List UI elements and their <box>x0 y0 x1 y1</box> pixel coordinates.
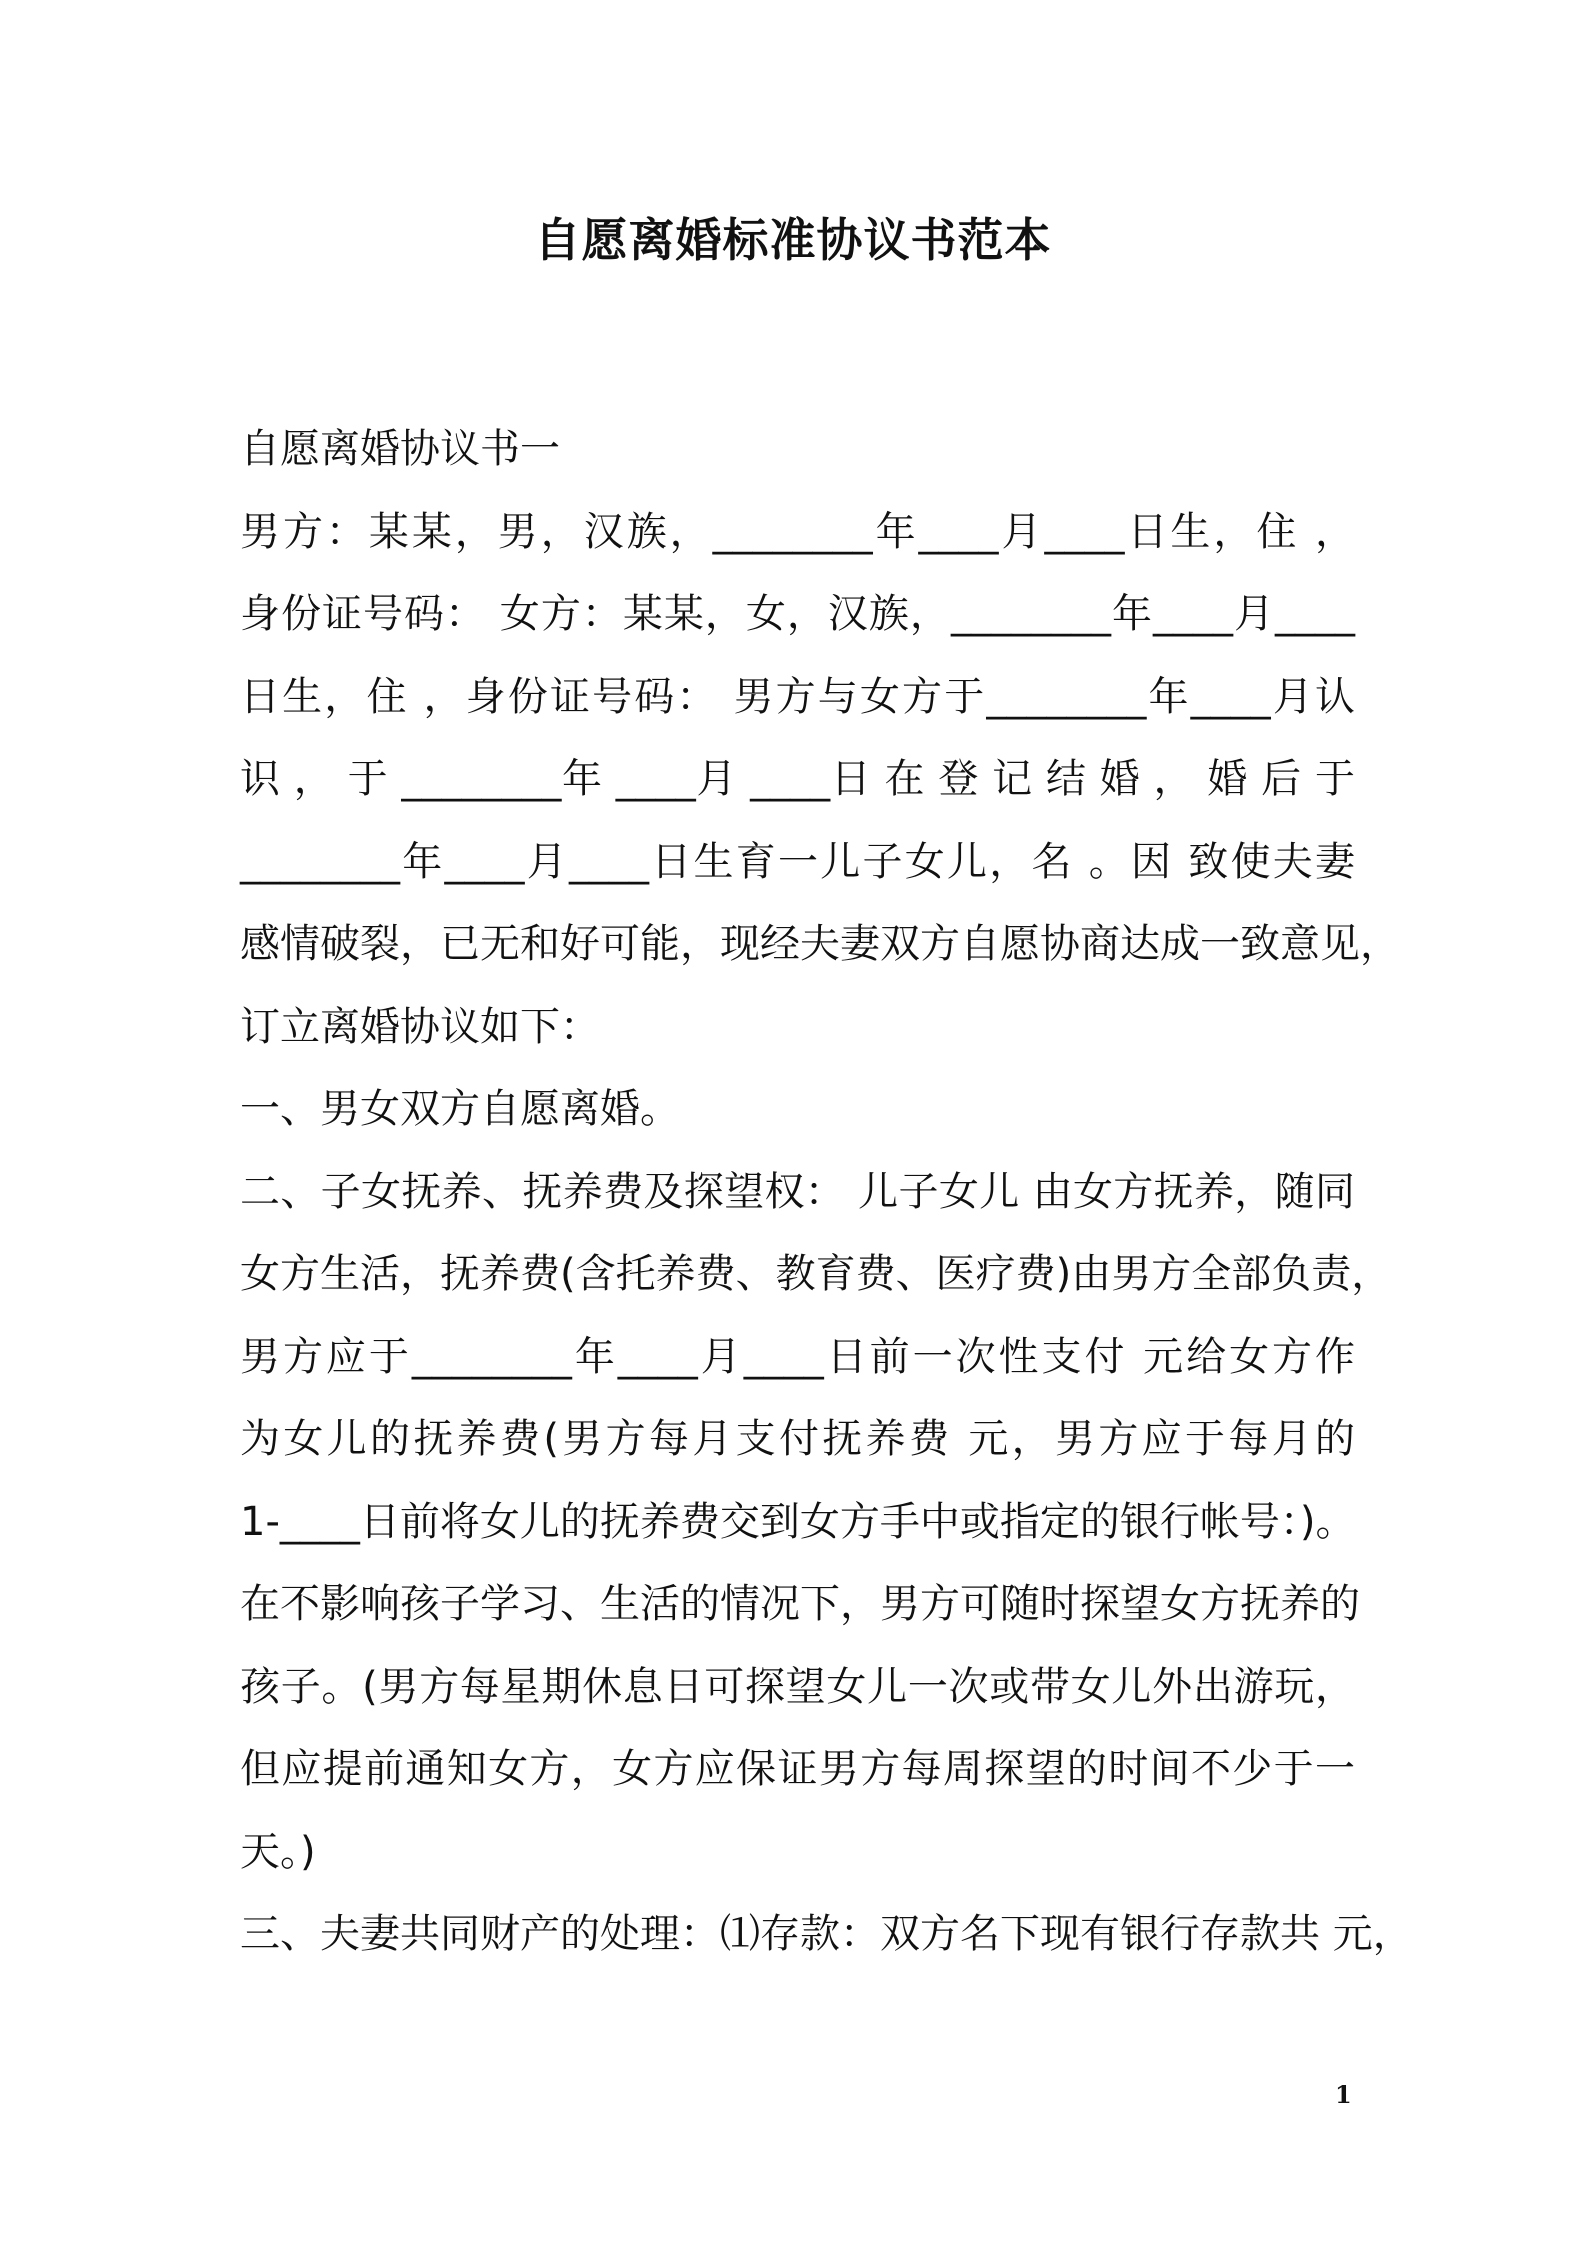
document-body <box>240 408 1413 1976</box>
body-line: ________年____月____日生育一儿子女儿，名 。因 致使夫妻 <box>240 838 1355 885</box>
body-line: 在不影响孩子学习、生活的情况下，男方可随时探望女方抚养的 <box>240 1581 1360 1627</box>
section-heading: 自愿离婚协议书一 <box>240 426 560 472</box>
body-line: 女方生活，抚养费(含托养费、教育费、医疗费)由男方全部负责， <box>240 1251 1392 1297</box>
body-line: 男方：某某，男，汉族，________年____月____日生，住 ， <box>240 508 1355 555</box>
body-line: 1-____日前将女儿的抚养费交到女方手中或指定的银行帐号：)。 <box>240 1498 1356 1545</box>
body-line: 感情破裂，已无和好可能，现经夫妻双方自愿协商达成一致意见， <box>240 921 1400 967</box>
body-line: 日生，住 ，身份证号码： 男方与女方于________年____月认 <box>240 673 1355 720</box>
clause-line: 三、夫妻共同财产的处理：⑴存款：双方名下现有银行存款共 元， <box>240 1911 1413 1957</box>
body-line: 男方应于________年____月____日前一次性支付 元给女方作 <box>240 1333 1355 1380</box>
body-line: 订立离婚协议如下： <box>240 1003 600 1050</box>
body-line: 孩子。(男方每星期休息日可探望女儿一次或带女儿外出游玩， <box>240 1663 1355 1710</box>
body-line: 为女儿的抚养费(男方每月支付抚养费 元，男方应于每月的 <box>240 1416 1355 1462</box>
body-line: 识 ， 于 ________年 ____月 ____日 在 登 记 结 婚 ， 婚 后 于 <box>240 756 1355 802</box>
document-title: 自愿离婚标准协议书范本 <box>534 213 1052 267</box>
body-line: 天。) <box>240 1828 316 1875</box>
body-line: 但应提前通知女方，女方应保证男方每周探望的时间不少于一 <box>240 1746 1355 1792</box>
body-line: 身份证号码： 女方：某某，女，汉族，________年____月____ <box>240 591 1355 637</box>
clause-line: 二、子女抚养、抚养费及探望权： 儿子女儿 由女方抚养，随同 <box>240 1168 1355 1215</box>
page-number: 1 <box>1335 2080 1352 2109</box>
clause-line: 一、男女双方自愿离婚。 <box>240 1086 680 1132</box>
